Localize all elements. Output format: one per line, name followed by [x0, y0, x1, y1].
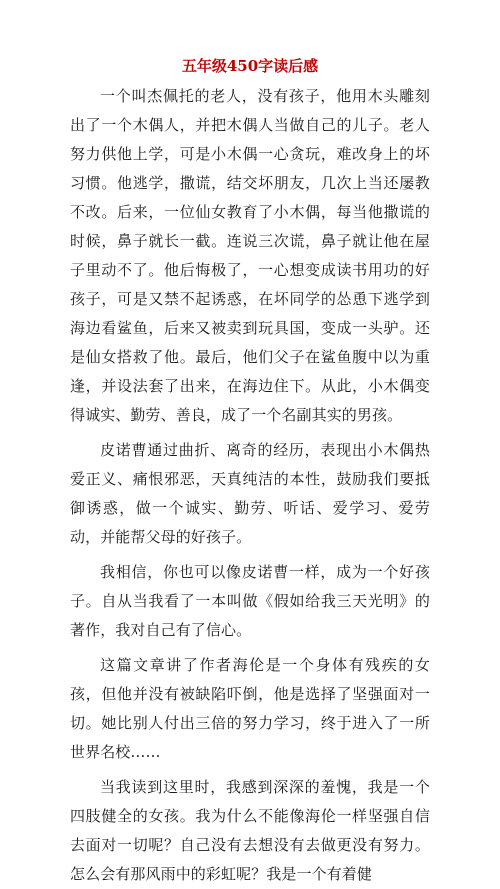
paragraph-1: 一个叫杰佩托的老人，没有孩子，他用木头雕刻出了一个木偶人，并把木偶人当做自己的儿子。老人努力供他上学，可是小木偶一心贪玩，难改身上的坏习惯。他逃学，撒谎，结交坏朋友，几次上当还屡教不改。后来，一位仙女教育了小木偶，每当他撒谎的时候，鼻子就长一截。连说三次谎，鼻子就让他在屋子里动不了。他后悔极了，一心想变成读书用功的好孩子，可是又禁不起诱惑，在坏同学的怂恿下逃学到海边看鲨鱼，后来又被卖到玩具国，变成一头驴。还是仙女搭救了他。最后，他们父子在鲨鱼腹中以为重逢，并设法套了出来，在海边住下。从此，小木偶变得诚实、勤劳、善良，成了一个名副其实的男孩。	[70, 87, 430, 424]
paragraph-4: 这篇文章讲了作者海伦是一个身体有残疾的女孩，但他并没有被缺陷吓倒，他是选择了坚强面对一切。她比别人付出三倍的努力学习，终于进入了一所世界名校……	[70, 656, 430, 761]
document-title: 五年级450字读后感	[181, 57, 319, 75]
paragraph-3: 我相信，你也可以像皮诺曹一样，成为一个好孩子。自从当我看了一本叫做《假如给我三天光明》的著作，我对自己有了信心。	[70, 563, 430, 639]
paragraph-5: 当我读到这里时，我感到深深的羞愧，我是一个四肢健全的女孩。我为什么不能像海伦一样坚强自信去面对一切呢？自己没有去想没有去做更没有努力。怎么会有那风雨中的彩虹呢？我是一个有着健	[70, 778, 430, 883]
paragraph-2: 皮诺曹通过曲折、离奇的经历，表现出小木偶热爱正义、痛恨邪恶，天真纯洁的本性，鼓励我们要抵御诱惑，做一个诚实、勤劳、听话、爱学习、爱劳动，并能帮父母的好孩子。	[70, 441, 430, 546]
